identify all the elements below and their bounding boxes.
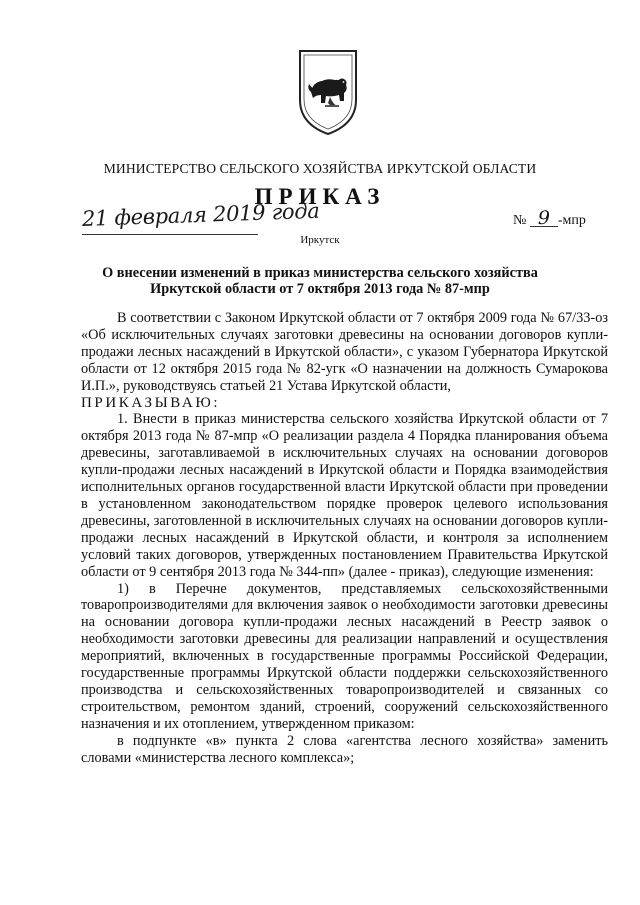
order-subject [90,266,550,297]
city: Иркутск [300,234,340,246]
number-suffix: -мпр [557,213,586,228]
item-1-1-a-paragraph: в подпункте «в» пункта 2 слова «агентства лесного хозяйства» заменить словами «министерства лесного комплекса»; [81,732,608,766]
subject-line-1: О внесении изменений в приказ министерства сельского хозяйства [102,265,538,281]
document-body [81,310,608,766]
prikazyvayu-heading: ПРИКАЗЫВАЮ: [81,394,221,411]
subject-line-2: Иркутской области от 7 октября 2013 года № 87-мпр [150,280,490,297]
order-title: ПРИКАЗ [254,184,386,209]
item-1-paragraph: 1. Внести в приказ министерства сельского хозяйства Иркутской области от 7 октября 2013 года № 87-мпр «О реализации раздела 4 Порядка планирования объема древесины, заготавливаемой в исключительных случаях на основании договоров купли-продажи лесных насаждений в Иркутской области и Порядка взаимодействия исполнительных органов государственной власти Иркутской области при проведении в установленном законодательством порядке проверок целевого использования древесины, заготовленной в исключительных случаях на основании договоров купли-продажи лесных насаждений в Иркутской области, и контроля за исполнением условий таких договоров, утвержденных постановлением Правительства Иркутской области от 9 сентября 2013 года № 344-пп» (далее - приказ), следующие изменения: [81,411,608,580]
item-1-1-paragraph: 1) в Перечне документов, представляемых сельскохозяйственными товаропроизводителями для включения заявок о необходимости заготовки древесины на основании договора купли-продажи лесных насаждений в Реестр заявок о необходимости заготовки древесины для реализации направлений и осуществления мероприятий, включенных в государственные программы Российской Федерации, государственные программы Иркутской области поддержки сельскохозяйственного производства и сельскохозяйственных товаропроизводителей и связанных со строительством, ремонтом зданий, строений, сооружений сельскохозяйственного назначения и их отоплением, утвержденном приказом: [81,580,608,732]
number-prefix: № [513,213,527,228]
ministry-name: МИНИСТЕРСТВО СЕЛЬСКОГО ХОЗЯЙСТВА ИРКУТСКОЙ ОБЛАСТИ [103,161,537,176]
preamble-paragraph: В соответствии с Законом Иркутской области от 7 октября 2009 года № 67/33-оз «Об исключительных случаях заготовки древесины на основании договоров купли-продажи лесных насаждений в Иркутской области», с указом Губернатора Иркутской области от 12 октября 2015 года № 82-угк «О назначении на должность Сумарокова И.П.», руководствуясь статьей 21 Устава Иркутской области, [81,310,608,394]
coat-of-arms-icon [297,48,359,136]
handwritten-date: 21 февраля 2019 года [81,198,320,231]
handwritten-number: 9 [530,210,558,227]
order-number [513,207,586,229]
